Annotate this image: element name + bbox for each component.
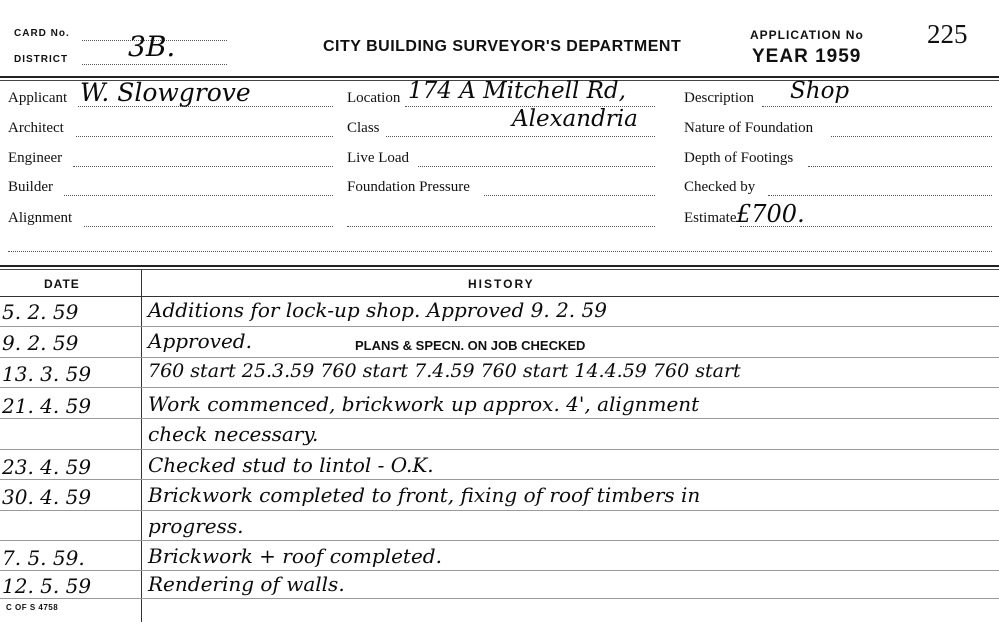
history-date: 30. 4. 59 [2, 485, 92, 509]
ruled-line [0, 418, 999, 419]
application-label: APPLICATION No [750, 28, 864, 42]
ruled-line [0, 479, 999, 480]
alignment-line [84, 226, 333, 227]
history-header: HISTORY [468, 277, 535, 291]
builder-line [64, 195, 333, 196]
estimate-value: £700. [736, 200, 805, 228]
ruled-line [0, 570, 999, 571]
history-date: 23. 4. 59 [2, 455, 92, 479]
ruled-line [0, 510, 999, 511]
history-entry: Approved. [148, 329, 252, 353]
foundation-pressure-label: Foundation Pressure [347, 179, 470, 195]
fields-bottom-line [8, 251, 992, 252]
architect-label: Architect [8, 120, 64, 136]
history-date: 12. 5. 59 [2, 574, 92, 598]
engineer-label: Engineer [8, 150, 63, 166]
depth-of-footings-label: Depth of Footings [684, 150, 794, 166]
district-label: DISTRICT [14, 54, 69, 65]
col2-blank-line [347, 226, 655, 227]
checked-by-line [768, 195, 992, 196]
ruled-line [0, 598, 999, 599]
ruled-line [0, 540, 999, 541]
live-load-label: Live Load [347, 150, 410, 166]
district-value: 3B. [128, 30, 176, 63]
location-label: Location [347, 90, 401, 106]
history-entry: Rendering of walls. [148, 572, 345, 596]
application-number: 225 [927, 19, 968, 49]
class-label: Class [347, 120, 380, 136]
ruled-line [0, 357, 999, 358]
description-label: Description [684, 90, 754, 106]
ruled-line [0, 449, 999, 450]
history-rule-top [0, 265, 999, 267]
description-value: Shop [790, 78, 850, 104]
card-no-label: CARD No. [14, 28, 70, 39]
history-entry: Additions for lock-up shop. Approved 9. 2. 59 [148, 298, 607, 322]
history-entry: check necessary. [148, 422, 319, 446]
history-entry: 760 start 25.3.59 760 start 7.4.59 760 start 14.4.59 760 start [148, 360, 741, 382]
ruled-line [0, 326, 999, 327]
date-header: DATE [44, 277, 80, 291]
district-line [82, 64, 227, 65]
history-date: 9. 2. 59 [2, 331, 79, 355]
department-title: CITY BUILDING SURVEYOR'S DEPARTMENT [323, 38, 682, 55]
description-line [762, 106, 992, 107]
history-entry: Brickwork completed to front, fixing of roof timbers in [148, 483, 701, 507]
history-rule-top-2 [0, 269, 999, 270]
architect-line [76, 136, 333, 137]
year-label: YEAR 1959 [752, 46, 862, 67]
applicant-value: W. Slowgrove [80, 78, 251, 107]
location-value-2: Alexandria [512, 106, 638, 132]
builder-label: Builder [8, 179, 53, 195]
nature-of-foundation-line [831, 136, 992, 137]
history-date: 21. 4. 59 [2, 394, 92, 418]
depth-of-footings-line [808, 166, 992, 167]
history-header-rule [0, 296, 999, 297]
checked-by-label: Checked by [684, 179, 756, 195]
history-entry: Brickwork + roof completed. [148, 544, 442, 568]
foundation-pressure-line [484, 195, 655, 196]
applicant-label: Applicant [8, 90, 68, 106]
alignment-label: Alignment [8, 210, 73, 226]
location-value: 174 A Mitchell Rd, [408, 78, 626, 104]
plans-checked-stamp: PLANS & SPECN. ON JOB CHECKED [355, 338, 586, 353]
history-date: 7. 5. 59. [2, 546, 85, 570]
engineer-line [73, 166, 333, 167]
estimate-label: Estimate [684, 210, 737, 226]
live-load-line [418, 166, 655, 167]
class-line [386, 136, 655, 137]
history-entry: progress. [148, 514, 244, 538]
form-code: C OF S 4758 [6, 603, 59, 612]
nature-of-foundation-label: Nature of Foundation [684, 120, 814, 136]
history-entry: Checked stud to lintol - O.K. [148, 453, 434, 477]
history-date: 13. 3. 59 [2, 362, 92, 386]
history-date: 5. 2. 59 [2, 300, 79, 324]
ruled-line [0, 387, 999, 388]
history-entry: Work commenced, brickwork up approx. 4', alignment [148, 392, 700, 416]
